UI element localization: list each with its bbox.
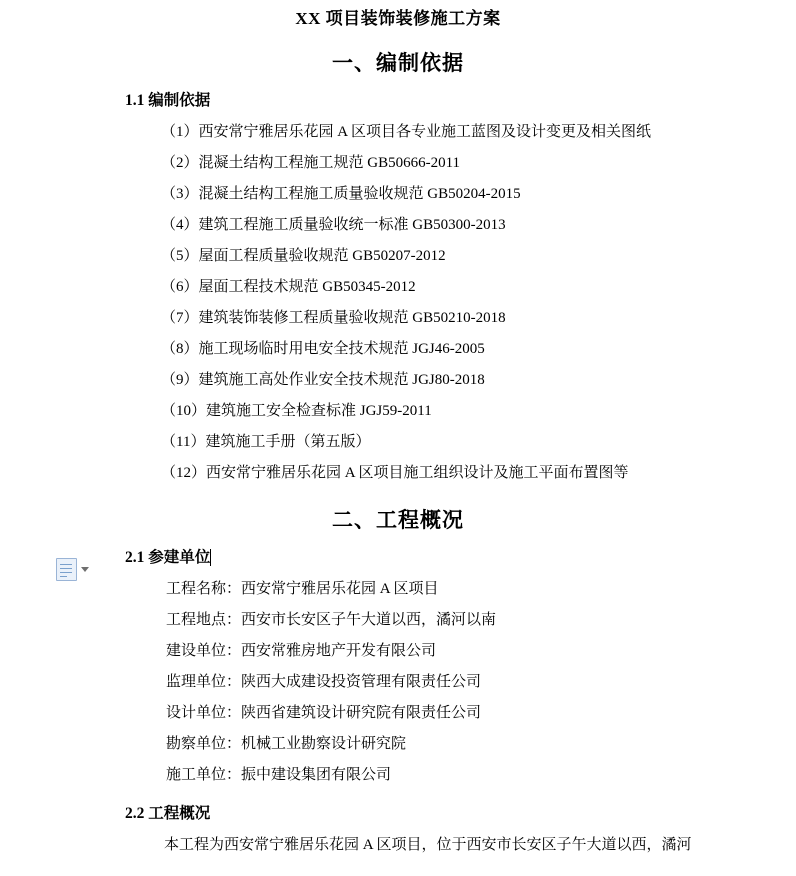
margin-paste-options[interactable] [56,558,89,581]
subsection-heading-1-1: 1.1 编制依据 [125,92,211,109]
section-heading-1: 一、编制依据 [332,51,464,75]
list-item: 监理单位：陕西大成建设投资管理有限责任公司 [166,674,482,690]
list-item: （5）屋面工程质量验收规范 GB50207-2012 [161,248,446,264]
list-item: （1）西安常宁雅居乐花园 A 区项目各专业施工蓝图及设计变更及相关图纸 [161,124,652,140]
subsection-heading-2-1: 2.1 参建单位 [56,545,740,570]
chevron-down-icon[interactable] [81,567,89,572]
list-item: 施工单位：振中建设集团有限公司 [166,767,392,783]
list-item: （12）西安常宁雅居乐花园 A 区项目施工组织设计及施工平面布置图等 [161,465,629,481]
page-title: XX 项目装饰装修施工方案 [295,9,501,28]
list-item: （2）混凝土结构工程施工规范 GB50666-2011 [161,155,461,171]
list-item: （11）建筑施工手册（第五版） [161,434,371,450]
list-item: 工程地点：西安市长安区子午大道以西，潏河以南 [166,612,497,628]
list-item: 工程名称：西安常宁雅居乐花园 A 区项目 [166,581,439,597]
list-item: （4）建筑工程施工质量验收统一标准 GB50300-2013 [161,217,506,233]
document-options-icon[interactable] [56,558,77,581]
list-item: （10）建筑施工安全检查标准 JGJ59-2011 [161,403,432,419]
body-paragraph: 本工程为西安常宁雅居乐花园 A 区项目，位于西安市长安区子午大道以西，潏河 [164,837,692,853]
list-item: （9）建筑施工高处作业安全技术规范 JGJ80-2018 [161,372,485,388]
list-item: 设计单位：陕西省建筑设计研究院有限责任公司 [166,705,482,721]
list-item: （7）建筑装饰装修工程质量验收规范 GB50210-2018 [161,310,506,326]
list-item: 建设单位：西安常雅房地产开发有限公司 [166,643,437,659]
list-item: （3）混凝土结构工程施工质量验收规范 GB50204-2015 [161,186,521,202]
list-item: （6）屋面工程技术规范 GB50345-2012 [161,279,416,295]
section-heading-2: 二、工程概况 [332,508,464,532]
list-item: 勘察单位：机械工业勘察设计研究院 [166,736,407,752]
list-item: （8）施工现场临时用电安全技术规范 JGJ46-2005 [161,341,485,357]
subsection-heading-2-2: 2.2 工程概况 [125,805,211,822]
document-page [0,6,796,876]
